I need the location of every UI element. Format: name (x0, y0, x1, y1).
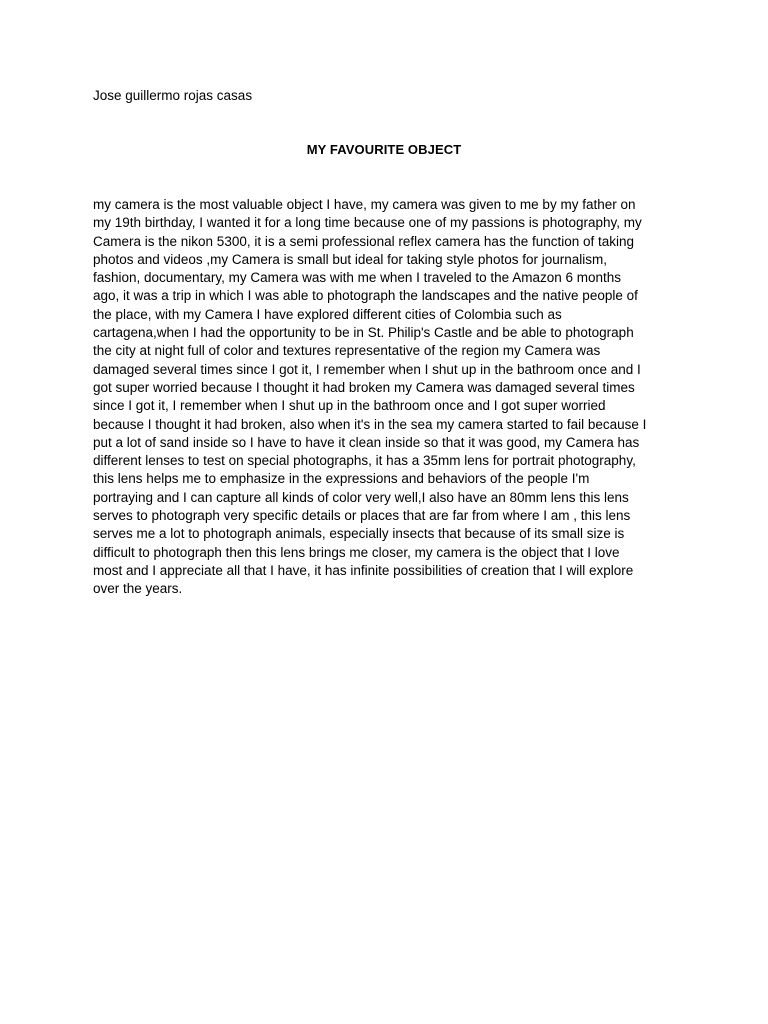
body-line: over the years. (93, 581, 183, 597)
body-line: put a lot of sand inside so I have to have it clean inside so that it was good, my Camera has (93, 434, 640, 450)
body-line: cartagena,when I had the opportunity to be in St. Philip's Castle and be able to photograph (93, 325, 634, 341)
body-line: got super worried because I thought it had broken my Camera was damaged several times (93, 379, 635, 395)
body-line: portraying and I can capture all kinds of color very well,I also have an 80mm lens this lens (93, 489, 629, 505)
author-name: Jose guillermo rojas casas (93, 88, 253, 103)
body-line: because I thought it had broken, also when it's in the sea my camera started to fail because I (93, 416, 647, 432)
body-line: my 19th birthday, I wanted it for a long time because one of my passions is photography, my (93, 215, 642, 231)
body-line: Camera is the nikon 5300, it is a semi professional reflex camera has the function of taking (93, 233, 635, 249)
body-line: most and I appreciate all that I have, it has infinite possibilities of creation that I will explore (93, 562, 634, 578)
body-line: the city at night full of color and textures representative of the region my Camera was (93, 343, 601, 359)
body-line: ago, it was a trip in which I was able to photograph the landscapes and the native people of (93, 288, 638, 304)
body-line: damaged several times since I got it, I remember when I shut up in the bathroom once and I (93, 361, 641, 377)
body-line: serves to photograph very specific details or places that are far from where I am , this lens (93, 508, 631, 524)
body-line: different lenses to test on special photographs, it has a 35mm lens for portrait photography, (93, 453, 636, 469)
body-line: serves me a lot to photograph animals, especially insects that because of its small size is (93, 526, 625, 542)
body-line: difficult to photograph then this lens brings me closer, my camera is the object that I love (93, 544, 620, 560)
body-line: my camera is the most valuable object I have, my camera was given to me by my father on (93, 197, 636, 212)
body-line: this lens helps me to emphasize in the expressions and behaviors of the people I'm (93, 471, 590, 487)
document-title: MY FAVOURITE OBJECT (306, 142, 462, 157)
body-line: photos and videos ,my Camera is small but ideal for taking style photos for journalism, (93, 251, 607, 267)
body-paragraph (93, 196, 693, 599)
body-line: since I got it, I remember when I shut up in the bathroom once and I got super worried (93, 398, 606, 414)
body-line: the place, with my Camera I have explored different cities of Colombia such as (93, 306, 562, 322)
body-line: fashion, documentary, my Camera was with me when I traveled to the Amazon 6 months (93, 270, 621, 286)
